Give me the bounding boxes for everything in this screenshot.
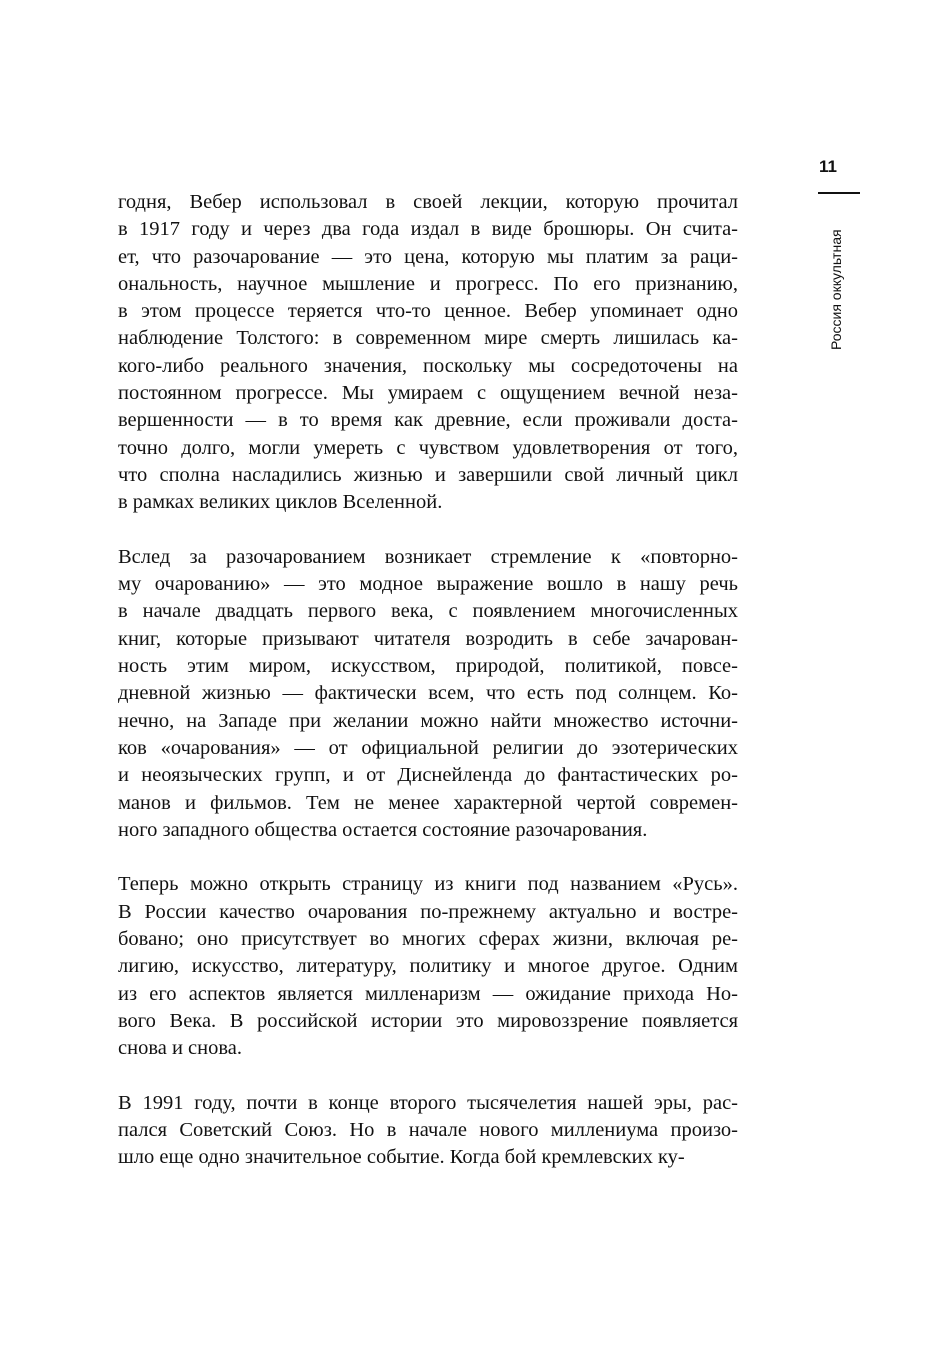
- text-line: му очарованию» — это модное выражение вошло в нашу речь: [118, 573, 738, 596]
- text-line: Теперь можно открыть страницу из книги под названием «Русь».: [118, 873, 738, 896]
- text-line: в начале двадцать первого века, с появлением многочисленных: [118, 600, 738, 623]
- text-line: вершенности — в то время как древние, если проживали доста-: [118, 409, 738, 432]
- text-line: ность этим миром, искусством, природой, политикой, повсе-: [118, 655, 738, 678]
- running-title: Россия оккультная: [828, 229, 844, 350]
- text-line: снова и снова.: [118, 1037, 243, 1060]
- text-line: ональность, научное мышление и прогресс. По его признанию,: [118, 272, 738, 295]
- header-rule: [818, 192, 860, 194]
- paragraph: [118, 871, 738, 1062]
- text-line: и неоязыческих групп, и от Диснейленда до фантастических ро-: [118, 764, 738, 787]
- text-line: в этом процессе теряется что-то ценное. Вебер упоминает одно: [118, 300, 738, 323]
- paragraph-gap: [118, 1063, 738, 1090]
- text-line: манов и фильмов. Тем не менее характерной чертой современ-: [118, 791, 738, 814]
- paragraph: [118, 1090, 738, 1172]
- text-line: дневной жизнью — фактически всем, что есть под солнцем. Ко-: [118, 682, 738, 705]
- text-line: В 1991 году, почти в конце второго тысячелетия нашей эры, рас-: [118, 1091, 738, 1114]
- text-line: кого-либо реального значения, поскольку мы сосредоточены на: [118, 354, 738, 377]
- body-text: [118, 189, 738, 1172]
- text-line: постоянном прогрессе. Мы умираем с ощущением вечной неза-: [118, 382, 738, 405]
- text-line: В России качество очарования по-прежнему актуально и востре-: [118, 900, 738, 923]
- text-line: ного западного общества остается состояние разочарования.: [118, 818, 648, 841]
- text-line: ет, что разочарование — это цена, которую мы платим за раци-: [118, 245, 738, 268]
- text-line: ков «очарования» — от официальной религии до эзотерических: [118, 736, 738, 759]
- text-line: Вслед за разочарованием возникает стремление к «повторно-: [118, 545, 738, 568]
- paragraph-gap: [118, 844, 738, 871]
- text-line: пался Советский Союз. Но в начале нового миллениума произо-: [118, 1119, 738, 1142]
- text-line: нечно, на Западе при желании можно найти множество источни-: [118, 709, 738, 732]
- text-line: бовано; оно присутствует во многих сферах жизни, включая ре-: [118, 928, 738, 951]
- paragraph-gap: [118, 517, 738, 544]
- text-line: годня, Вебер использовал в своей лекции, которую прочитал: [118, 191, 738, 213]
- text-line: точно долго, могли умереть с чувством удовлетворения от того,: [118, 436, 738, 459]
- text-line: в 1917 году и через два года издал в виде брошюры. Он счита-: [118, 218, 738, 241]
- text-line: из его аспектов является милленаризм — ожидание прихода Но-: [118, 982, 738, 1005]
- text-line: наблюдение Толстого: в современном мире смерть лишилась ка-: [118, 327, 738, 350]
- text-line: шло еще одно значительное событие. Когда бой кремлевских ку-: [118, 1146, 685, 1169]
- text-line: книг, которые призывают читателя возродить в себе зачарован-: [118, 627, 738, 650]
- text-line: вого Века. В российской истории это мировоззрение появляется: [118, 1009, 738, 1032]
- text-line: что сполна насладились жизнью и завершили свой личный цикл: [118, 463, 738, 486]
- paragraph: [118, 544, 738, 844]
- page-number: 11: [819, 157, 837, 176]
- paragraph: [118, 189, 738, 517]
- text-line: в рамках великих циклов Вселенной.: [118, 491, 443, 514]
- text-line: лигию, искусство, литературу, политику и многое другое. Одним: [118, 955, 738, 978]
